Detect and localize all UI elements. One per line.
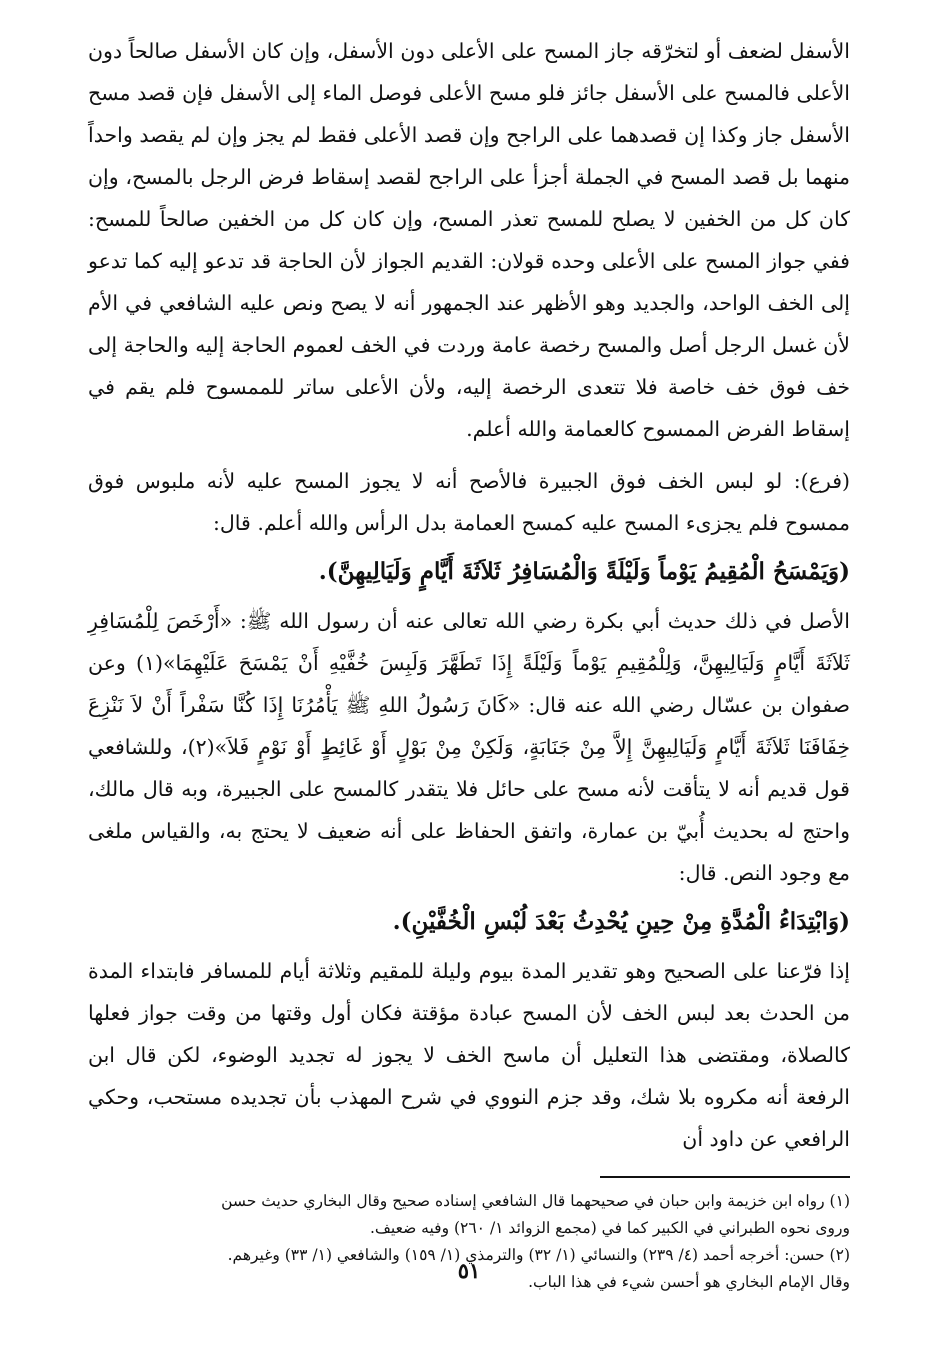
matn-heading-duration: (وَيَمْسَحُ الْمُقِيمُ يَوْماً وَلَيْلَةً وَالْمُسَافِرُ ثَلاَثَةَ أَيَّامٍ وَلَيَالِيهِنَّ). (318, 558, 850, 585)
paragraph-evidence: الأصل في ذلك حديث أبي بكرة رضي الله تعالى عنه أن رسول الله ﷺ: «أَرْخَصَ لِلْمُسَافِرِ ثَلاَثَةَ أَيَّامٍ وَلَيَالِيهِنَّ، وَلِلْمُقِيمِ يَوْماً وَلَيْلَةً إِذَا تَطَهَّرَ وَلَبِسَ خُفَّيْهِ أَنْ يَمْسَحَ عَلَيْهِمَا»(١) وعن صفوان بن عسّال رضي الله عنه قال: «كَانَ رَسُولُ اللهِ ﷺ يَأْمُرُنَا إِذَا كُنَّا سَفْراً أَنْ لاَ نَنْزِعَ خِفَافَنَا ثَلاَثَةَ أَيَّامٍ وَلَيَالِيهِنَّ إِلاَّ مِنْ جَنَابَةٍ، وَلَكِنْ مِنْ بَوْلٍ أَوْ غَائِطٍ أَوْ نَوْمٍ فَلاَ»(٢)، وللشافعي قول قديم أنه لا يتأقت لأنه مسح على حائل فلا يتقدر كالمسح على الجبيرة، وبه قال مالك، واحتج له بحديث أُبيّ بن عمارة، واتفق الحفاظ على أنه ضعيف لا يحتج به، والقياس ملغى مع وجود النص. قال: (88, 609, 851, 885)
paragraph-far: (فرع): لو لبس الخف فوق الجبيرة فالأصح أنه لا يجوز المسح عليه لأنه ملبوس فوق ممسوح فلم يجزىء المسح عليه كمسح العمامة بدل الرأس والله أعلم. قال: (88, 469, 850, 535)
footnote-divider (600, 1176, 850, 1178)
footnote-1-line-2: وروى نحوه الطبراني في الكبير كما في (مجمع الزوائد ١/ ٢٦٠) وفيه ضعيف. (369, 1219, 850, 1237)
footnote-2-line-2: وقال الإمام البخاري هو أحسن شيء في هذا الباب. (528, 1273, 850, 1291)
footnote-1-line-1: (١) رواه ابن خزيمة وابن حبان في صحيحهما قال الشافعي إسناده صحيح وقال البخاري حديث حسن (221, 1192, 850, 1210)
footnote-2-line-1: (٢) حسن: أخرجه أحمد (٤/ ٢٣٩) والنسائي (١/ ٣٢) والترمذي (١/ ١٥٩) والشافعي (١/ ٣٣) وغيرهم. (227, 1246, 850, 1264)
page-number: ٥١ (457, 1258, 481, 1283)
matn-heading-start: (وَابْتِدَاءُ الْمُدَّةِ مِنْ حِينِ يُحْدِثُ بَعْدَ لُبْسِ الْخُفَّيْنِ). (392, 908, 850, 935)
paragraph-intro: الأسفل لضعف أو لتخرّقه جاز المسح على الأعلى دون الأسفل، وإن كان الأسفل صالحاً دون الأعلى فالمسح على الأسفل جائز فلو مسح الأعلى فوصل الماء إلى الأسفل فإن قصد مسح الأسفل جاز وكذا إن قصدهما على الراجح وإن قصد الأعلى فقط لم يجز وإن لم يقصد واحداً منهما بل قصد المسح في الجملة أجزأ على الراجح لقصد إسقاط فرض الرجل بالمسح، وإن كان كل من الخفين لا يصلح للمسح تعذر المسح، وإن كان كل من الخفين صالحاً للمسح: ففي جواز المسح على الأعلى وحده قولان: القديم الجواز لأن الحاجة قد تدعو إليه كما تدعو إلى الخف الواحد، والجديد وهو الأظهر عند الجمهور أنه لا يصح ونص عليه الشافعي في الأم لأن غسل الرجل أصل والمسح رخصة عامة وردت في الخف لعموم الحاجة إليه والحاجة إلى خف فوق خف خاصة فلا تتعدى الرخصة إليه، ولأن الأعلى ساتر للممسوح فلم يقم في إسقاط الفرض الممسوح كالعمامة والله أعلم. (88, 39, 850, 441)
paragraph-start: إذا فرّعنا على الصحيح وهو تقدير المدة بيوم وليلة للمقيم وثلاثة أيام للمسافر فابتداء المدة من الحدث بعد لبس الخف لأن المسح عبادة مؤقتة فكان أول وقتها من وقت جواز فعلها كالصلاة، ومقتضى هذا التعليل أن ماسح الخف لا يجوز له تجديد الوضوء، لكن قال ابن الرفعة أنه مكروه بلا شك، وقد جزم النووي في شرح المهذب بأن تجديده مستحب، وحكي الرافعي عن داود أن (88, 959, 850, 1151)
